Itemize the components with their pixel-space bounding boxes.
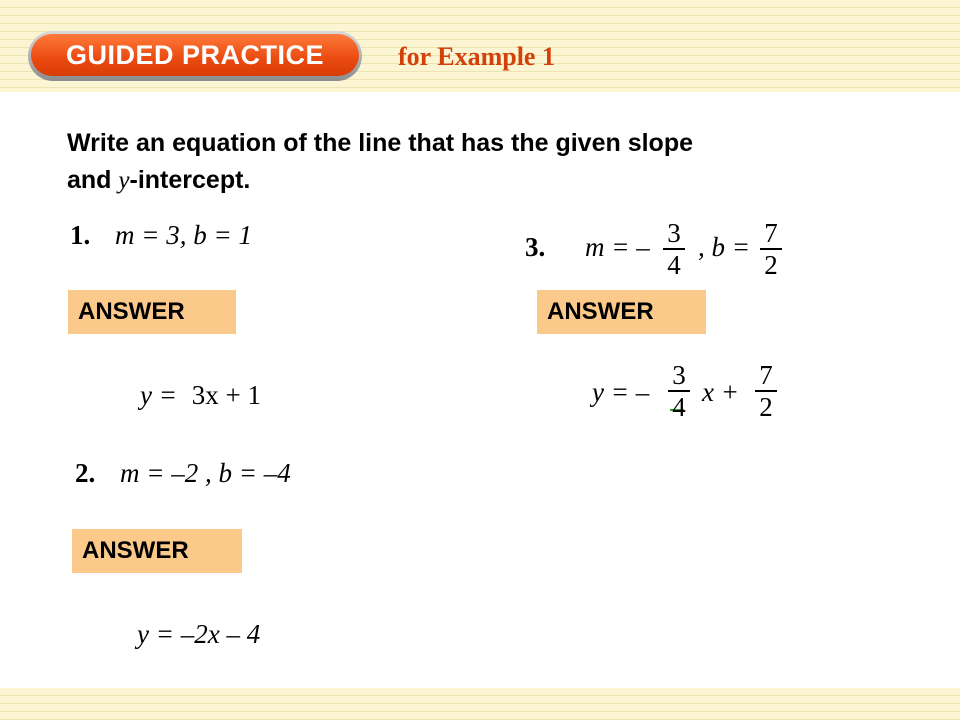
answer-1-lhs: y = [140, 380, 177, 410]
example-reference: for Example 1 [398, 42, 555, 71]
problem-1-number: 1. [70, 220, 91, 250]
answer-2: y = –2x – 4 [137, 619, 261, 649]
problem-2-given: m = –2 , b = –4 [120, 458, 291, 488]
problem-3-slope-numerator: 3 [667, 218, 681, 248]
answer-3-slope-numerator: 3 [672, 360, 686, 390]
problem-2-number: 2. [75, 458, 96, 488]
answer-box-3[interactable]: ANSWER [537, 290, 706, 334]
problem-3-intercept-numerator: 7 [764, 218, 778, 248]
instruction-text [67, 125, 897, 199]
answer-3-intercept-numerator: 7 [759, 360, 773, 390]
instruction-variable: y [118, 167, 130, 194]
answer-3-slope-fraction [667, 360, 691, 422]
instruction-suffix: -intercept. [129, 166, 251, 194]
problem-3-slope-denominator: 4 [667, 250, 681, 280]
answer-1-rhs: 3x + 1 [191, 380, 261, 410]
problem-1 [70, 220, 252, 251]
problem-3-slope-fraction [662, 218, 686, 280]
problem-3-m-prefix: m = – [585, 232, 650, 262]
answer-3-intercept-fraction [754, 360, 778, 422]
guided-practice-label: GUIDED PRACTICE [31, 34, 359, 76]
problem-3-intercept-fraction [759, 218, 783, 280]
answer-3-x-term: x + [702, 377, 739, 407]
guided-practice-badge [28, 31, 362, 81]
bottom-lined-band [0, 688, 960, 720]
problem-1-given: m = 3, b = 1 [115, 220, 252, 250]
answer-box-1[interactable]: ANSWER [68, 290, 236, 334]
answer-3-slope-denominator: 4 [672, 392, 686, 422]
instruction-prefix: and [67, 166, 119, 194]
answer-3-intercept-denominator: 2 [759, 392, 773, 422]
problem-3-number: 3. [525, 232, 546, 262]
answer-box-2[interactable]: ANSWER [72, 529, 242, 573]
answer-1 [140, 380, 261, 411]
problem-3-intercept-denominator: 2 [764, 250, 778, 280]
instruction-line-1: Write an equation of the line that has the given slope [67, 129, 694, 157]
problem-3-b-prefix: , b = [698, 232, 750, 262]
problem-2 [75, 458, 291, 489]
answer-3-prefix: y = – [592, 377, 650, 407]
